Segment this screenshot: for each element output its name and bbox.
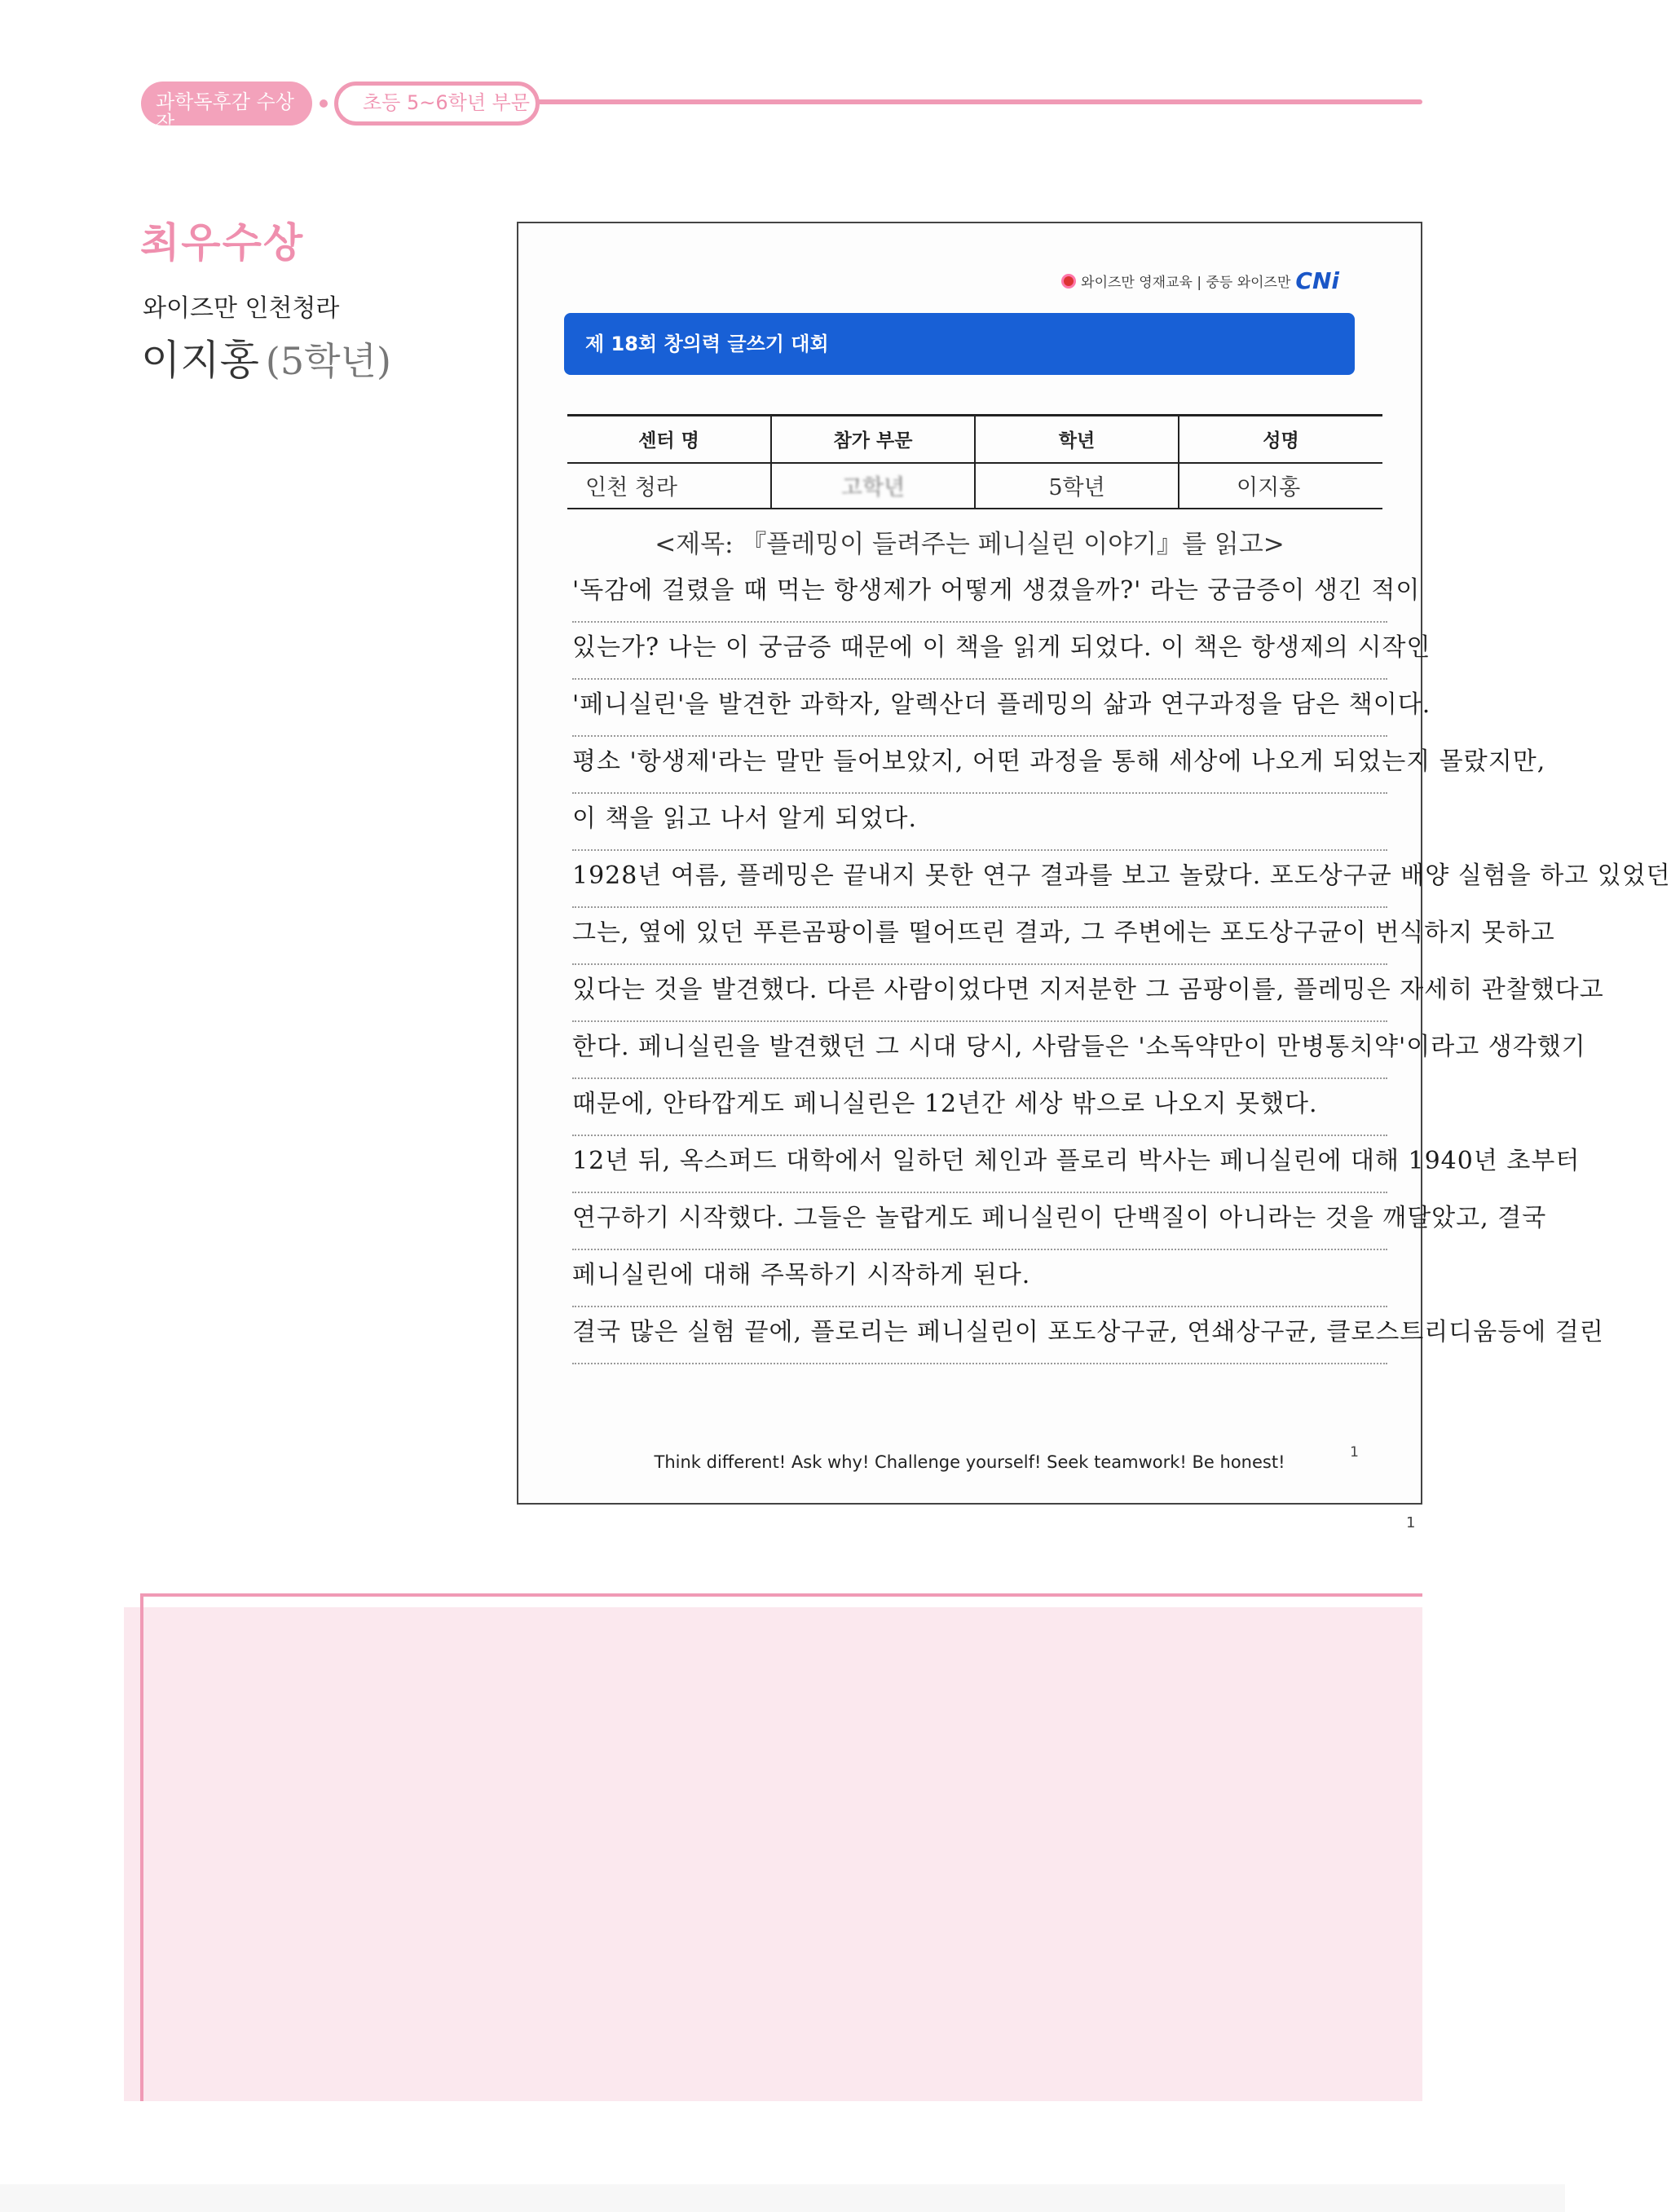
student-grade: (5학년) <box>265 339 391 383</box>
logo-text: 와이즈만 영재교육 | 중등 와이즈만 <box>1081 275 1291 291</box>
essay-line: 연구하기 시작했다. 그들은 놀랍게도 페니실린이 단백질이 아니라는 것을 깨달았고, 결국 <box>572 1193 1387 1250</box>
scanned-essay-page <box>517 222 1671 1505</box>
motto-footer: Think different! Ask why! Challenge yourself! Seek teamwork! Be honest! <box>654 1452 1285 1472</box>
essay-line: 한다. 페니실린을 발견했던 그 시대 당시, 사람들은 '소독약만이 만병통치약'이라고 생각했기 <box>572 1022 1387 1079</box>
essay-line: '독감에 걸렸을 때 먹는 항생제가 어떻게 생겼을까?' 라는 궁금증이 생긴 적이 <box>572 566 1387 623</box>
header-center: 센터 명 <box>567 416 771 463</box>
entry-info-table <box>567 414 1382 509</box>
essay-line: 12년 뒤, 옥스퍼드 대학에서 일하던 체인과 플로리 박사는 페니실린에 대해 1940년 초부터 <box>572 1136 1387 1193</box>
essay-line: 그는, 옆에 있던 푸른곰팡이를 떨어뜨린 결과, 그 주변에는 포도상구균이 번식하지 못하고 <box>572 908 1387 965</box>
page-number: 1 <box>1406 1514 1416 1531</box>
table-header-row <box>567 416 1382 463</box>
contest-banner: 제 18회 창의력 글쓰기 대회 <box>564 313 1355 375</box>
value-name: 이지홍 <box>1179 463 1382 509</box>
essay-line: 페니실린에 대해 주목하기 시작하게 된다. <box>572 1250 1387 1307</box>
brand-logo <box>1061 267 1339 294</box>
flower-icon <box>1061 274 1076 289</box>
essay-line: 평소 '항생제'라는 말만 들어보았지, 어떤 과정을 통해 세상에 나오게 되었는지 몰랐지만, <box>572 737 1387 794</box>
value-grade: 5학년 <box>975 463 1179 509</box>
essay-line: 때문에, 안타깝게도 페니실린은 12년간 세상 밖으로 나오지 못했다. <box>572 1079 1387 1136</box>
table-row <box>567 463 1382 509</box>
essay-line: '페니실린'을 발견한 과학자, 알렉산더 플레밍의 삶과 연구과정을 담은 책이다. <box>572 680 1387 737</box>
student-name: 이지홍 <box>141 337 259 384</box>
pink-panel-left-rule <box>140 1593 143 2101</box>
header-grade: 학년 <box>975 416 1179 463</box>
student-line <box>141 328 391 386</box>
essay-title: <제목: 『플레밍이 들려주는 페니실린 이야기』를 읽고> <box>655 530 1285 559</box>
division-pill: 초등 5~6학년 부문 <box>334 82 540 126</box>
header-name: 성명 <box>1179 416 1382 463</box>
award-title: 최우수상 <box>140 219 305 267</box>
essay-line: 있는가? 나는 이 궁금증 때문에 이 책을 읽게 되었다. 이 책은 항생제의 시작인 <box>572 623 1387 680</box>
header-division: 참가 부문 <box>771 416 975 463</box>
value-center: 인천 청라 <box>567 463 771 509</box>
center-name: 와이즈만 인천청라 <box>143 294 340 323</box>
value-division: 고학년 <box>771 463 975 509</box>
pink-panel <box>124 1607 1422 2101</box>
bottom-strip <box>0 2184 1565 2212</box>
pink-panel-top-rule <box>140 1593 1422 1597</box>
essay-line: 있다는 것을 발견했다. 다른 사람이었다면 지저분한 그 곰팡이를, 플레밍은 자세히 관찰했다고 <box>572 965 1387 1022</box>
essay-line: 이 책을 읽고 나서 알게 되었다. <box>572 794 1387 851</box>
pill-separator-dot <box>320 99 328 108</box>
cni-logo: CNi <box>1295 267 1339 294</box>
inner-page-number: 1 <box>1350 1444 1359 1461</box>
header-rule <box>530 99 1422 104</box>
essay-line: 1928년 여름, 플레밍은 끝내지 못한 연구 결과를 보고 놀랐다. 포도상구균 배양 실험을 하고 있었던 <box>572 851 1387 908</box>
category-pill: 과학독후감 수상작 <box>141 82 312 126</box>
essay-line: 결국 많은 실험 끝에, 플로리는 페니실린이 포도상구균, 연쇄상구균, 클로스트리디움등에 걸린 <box>572 1307 1387 1364</box>
essay-body <box>572 566 1671 1364</box>
